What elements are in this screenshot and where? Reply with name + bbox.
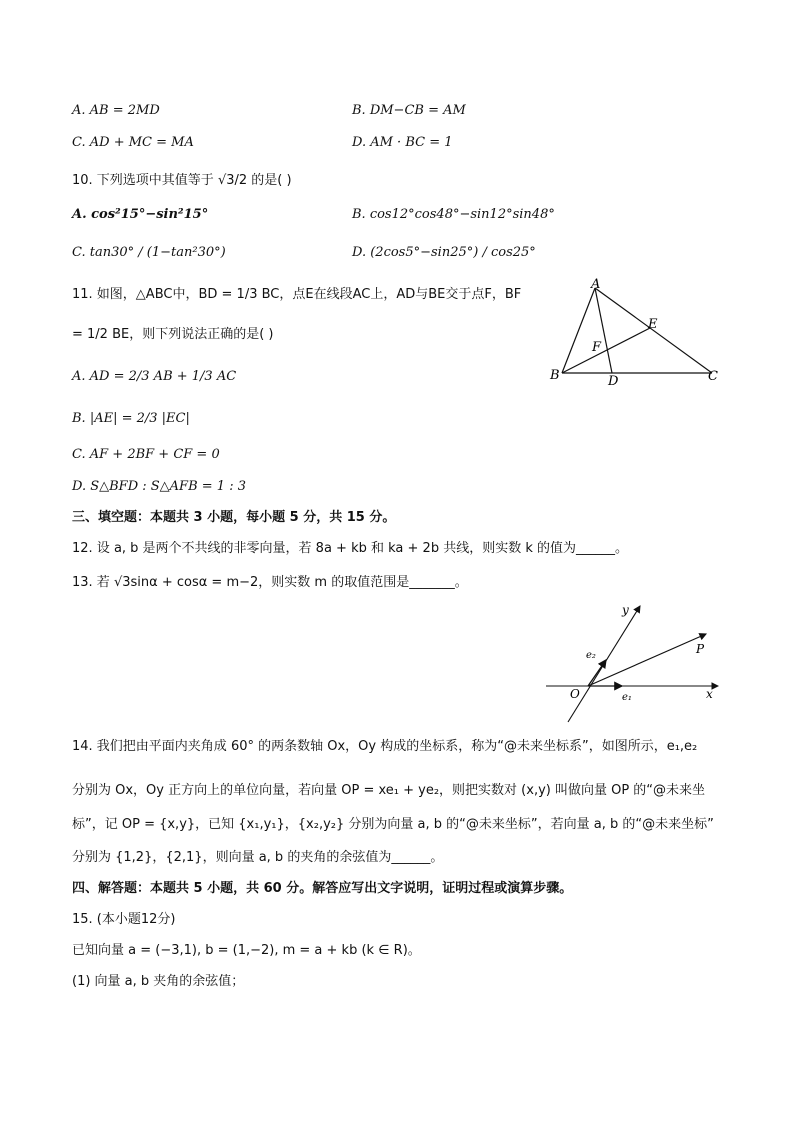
q11-stem-line1: 11. 如图，△ABC中，BD = 1/3 BC，点E在线段AC上，AD与BE交于点F，BF	[72, 287, 522, 302]
section3-heading: 三、填空题：本题共 3 小题，每小题 5 分，共 15 分。	[72, 510, 396, 525]
label-e1: e₁	[622, 692, 632, 703]
label-a: A	[591, 277, 601, 292]
q14-line2: 分别为 Ox，Oy 正方向上的单位向量，若向量 OP = xe₁ + ye₂，则把实数对 (x,y) 叫做向量 OP 的“@未来坐	[72, 783, 706, 798]
label-y: y	[622, 603, 629, 617]
q9-option-c: C. AD + MC = MA	[72, 135, 194, 150]
q10-option-b: B. cos12°cos48°−sin12°sin48°	[352, 207, 555, 222]
q11-option-b: B. |AE| = 2/3 |EC|	[72, 411, 190, 426]
q9-option-d: D. AM · BC = 1	[352, 135, 453, 150]
side-ab	[562, 288, 595, 373]
q11-option-d: D. S△BFD : S△AFB = 1 : 3	[72, 479, 246, 494]
label-e: E	[648, 317, 658, 332]
label-o: O	[570, 687, 580, 701]
q10-option-d: D. (2cos5°−sin25°) / cos25°	[352, 245, 536, 260]
q12-text: 12. 设 a, b 是两个不共线的非零向量，若 8a + kb 和 ka + 2b 共线，则实数 k 的值为______。	[72, 541, 628, 556]
label-e2: e₂	[586, 650, 596, 661]
label-c: C	[708, 369, 718, 384]
q14-line3: 标”，记 OP = {x,y}，已知 {x₁,y₁}，{x₂,y₂} 分别为向量 a, b 的“@未来坐标”，若向量 a, b 的“@未来坐标”	[72, 817, 714, 832]
label-f: F	[592, 340, 602, 355]
q9-option-a: A. AB = 2MD	[72, 103, 160, 118]
segment-be	[562, 328, 650, 373]
section4-heading: 四、解答题：本题共 5 小题，共 60 分。解答应写出文字说明，证明过程或演算步骤。	[72, 881, 573, 896]
q10-option-a: A. cos²15°−sin²15°	[72, 207, 209, 222]
triangle-figure	[540, 276, 730, 392]
q9-option-b: B. DM−CB = AM	[352, 103, 466, 118]
q15-part1: (1) 向量 a, b 夹角的余弦值；	[72, 974, 245, 989]
q15-title: 15. (本小题12分)	[72, 912, 176, 927]
coordinate-figure	[540, 598, 730, 726]
q10-option-c: C. tan30° / (1−tan²30°)	[72, 245, 226, 260]
label-b: B	[550, 368, 560, 383]
q15-stem: 已知向量 a = (−3,1), b = (1,−2), m = a + kb (k ∈ R)。	[72, 943, 421, 958]
q11-stem-line2: = 1/2 BE，则下列说法正确的是( )	[72, 327, 274, 342]
label-p: P	[696, 642, 705, 656]
label-x: x	[706, 687, 713, 701]
q11-option-a: A. AD = 2/3 AB + 1/3 AC	[72, 369, 237, 384]
q14-line1: 14. 我们把由平面内夹角成 60° 的两条数轴 Ox，Oy 构成的坐标系，称为“@未来坐标系”，如图所示，e₁,e₂	[72, 739, 698, 754]
q14-line4: 分别为 {1,2}，{2,1}，则向量 a, b 的夹角的余弦值为______。	[72, 850, 444, 865]
segment-ad	[595, 288, 612, 373]
q13-text: 13. 若 √3sinα + cosα = m−2，则实数 m 的取值范围是_______。	[72, 575, 468, 590]
label-d: D	[608, 374, 619, 389]
q10-stem: 10. 下列选项中其值等于 √3/2 的是( )	[72, 173, 292, 188]
q11-option-c: C. AF + 2BF + CF = 0	[72, 447, 220, 462]
